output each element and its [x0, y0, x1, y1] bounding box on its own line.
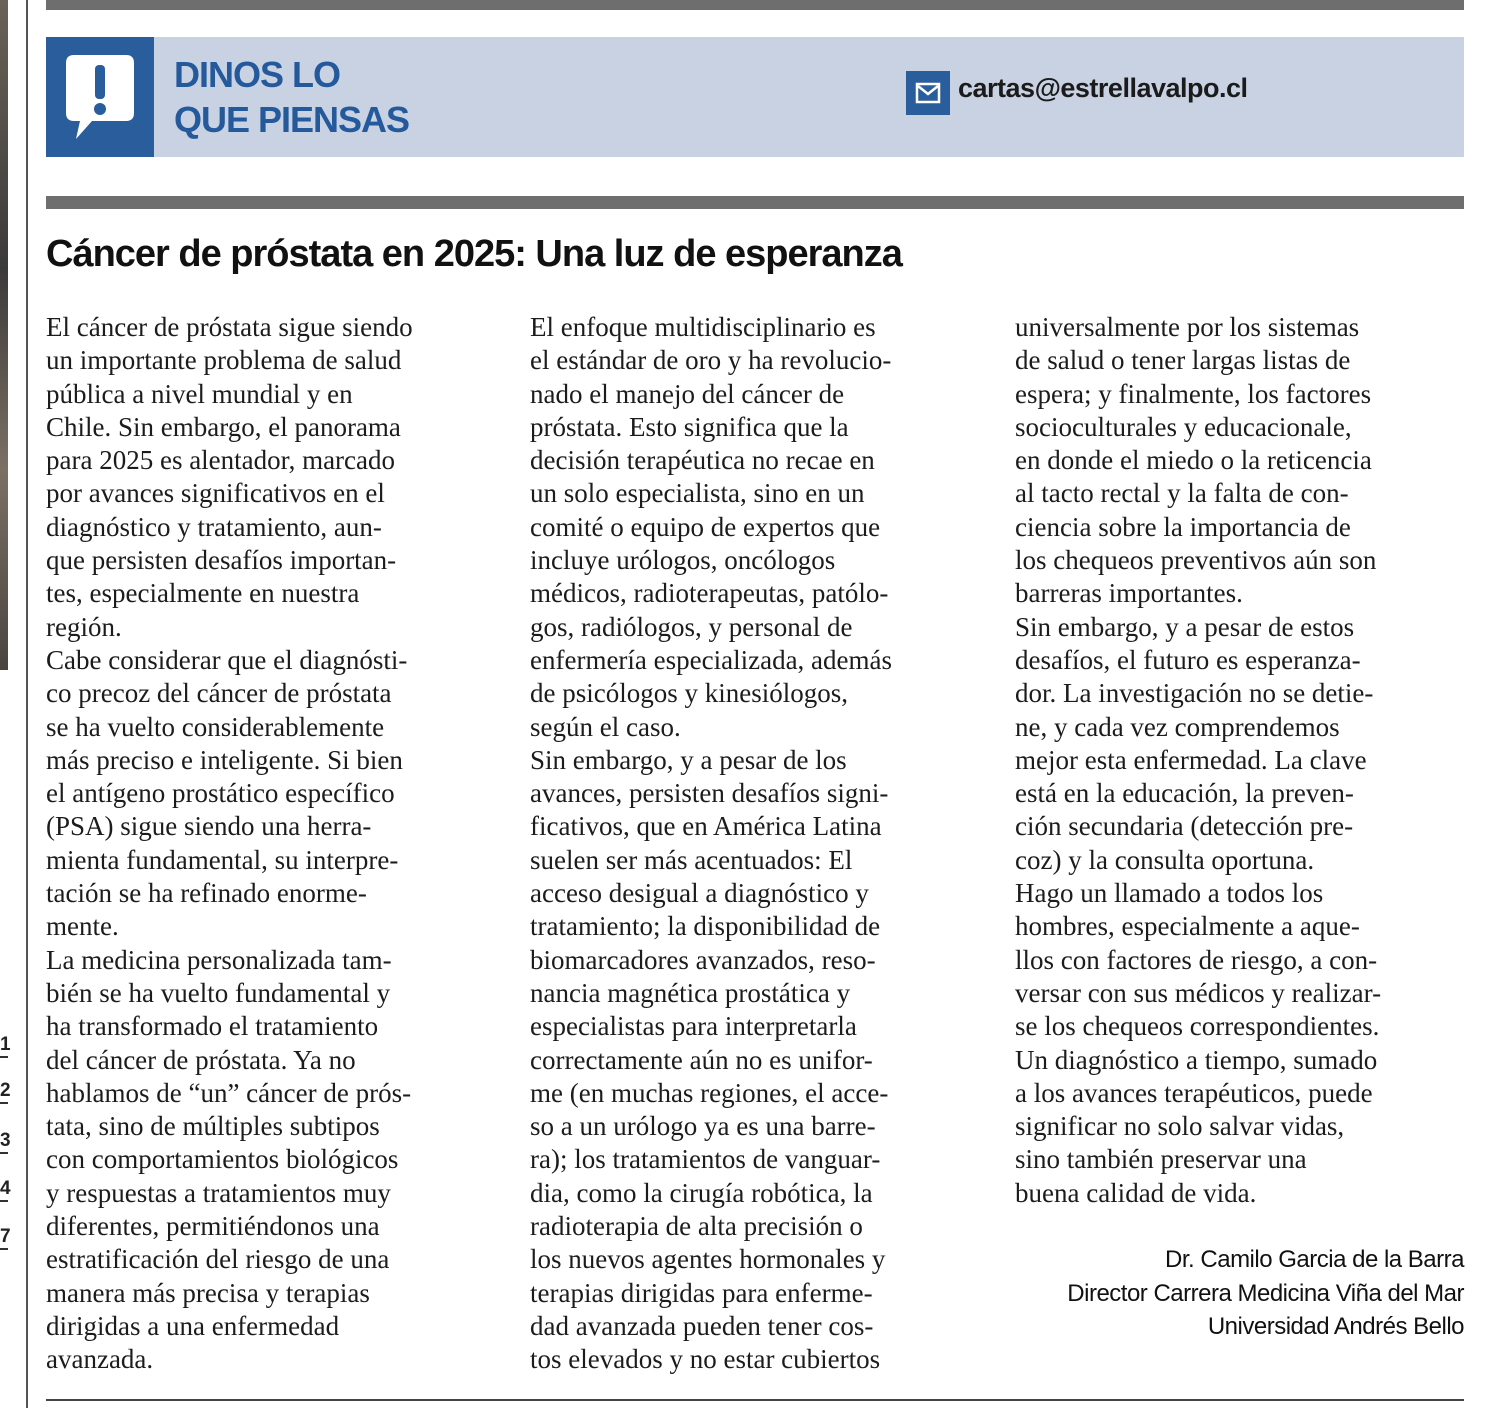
body-text-line: diagnóstico y tratamiento, aun- [46, 511, 382, 542]
body-text-line: Cabe considerar que el diagnósti- [46, 644, 408, 675]
body-text-line: Sin embargo, y a pesar de estos [1015, 611, 1355, 642]
body-text-line: los chequeos preventivos aún son [1015, 545, 1377, 576]
body-text-line: manera más precisa y terapias [46, 1277, 370, 1308]
body-text-line: se ha vuelto considerablemente [46, 711, 385, 742]
body-text-line: un solo especialista, sino en un [530, 478, 865, 509]
body-text-line: región. [46, 611, 122, 642]
body-text-line: ciencia sobre la importancia de [1015, 511, 1351, 542]
body-text-line: mienta fundamental, su interpre- [46, 844, 399, 875]
body-text-line: socioculturales y educacionale, [1015, 411, 1352, 442]
author-signature [1067, 1243, 1464, 1344]
body-text-line: buena calidad de vida. [1015, 1177, 1257, 1208]
body-text-line: dad avanzada pueden tener cos- [530, 1310, 874, 1341]
article-headline: Cáncer de próstata en 2025: Una luz de esperanza [46, 233, 902, 275]
article-column-3 [1015, 311, 1485, 1210]
body-text-line: el antígeno prostático específico [46, 778, 395, 809]
section-title-line: QUE PIENSAS [174, 99, 410, 140]
body-text-line: La medicina personalizada tam- [46, 944, 392, 975]
body-text-line: dia, como la cirugía robótica, la [530, 1177, 873, 1208]
section-title [174, 52, 409, 142]
body-text-line: para 2025 es alentador, marcado [46, 445, 396, 476]
body-text-line: so a un urólogo ya es una barre- [530, 1111, 876, 1142]
body-text-line: nancia magnética prostática y [530, 977, 851, 1008]
mail-icon [906, 71, 950, 115]
section-rule [46, 196, 1464, 209]
body-text-line: a los avances terapéuticos, puede [1015, 1077, 1373, 1108]
body-text-line: diferentes, permitiéndonos una [46, 1211, 380, 1242]
body-text-line: universalmente por los sistemas [1015, 312, 1360, 342]
body-text-line: enfermería especializada, además [530, 644, 893, 675]
body-text-line: ficativos, que en América Latina [530, 811, 882, 842]
adjacent-photo-edge [0, 0, 8, 670]
body-text-line: suelen ser más acentuados: El [530, 844, 853, 875]
body-text-line: Sin embargo, y a pesar de los [530, 744, 847, 775]
body-text-line: se los chequeos correspondientes. [1015, 1011, 1380, 1042]
body-text-line: gos, radiólogos, y personal de [530, 611, 853, 642]
author-name: Dr. Camilo Garcia de la Barra [1165, 1246, 1464, 1273]
body-text-line: más preciso e inteligente. Si bien [46, 744, 403, 775]
body-text-line: correctamente aún no es unifor- [530, 1044, 873, 1075]
body-text-line: comité o equipo de expertos que [530, 511, 881, 542]
body-text-line: próstata. Esto significa que la [530, 411, 849, 442]
article-column-2 [530, 311, 1000, 1377]
edge-number: 1 [0, 1034, 8, 1058]
body-text-line: está en la educación, la preven- [1015, 778, 1354, 809]
body-text-line: ha transformado el tratamiento [46, 1011, 379, 1042]
body-text-line: hablamos de “un” cáncer de prós- [46, 1077, 412, 1108]
contact-email[interactable]: cartas@estrellavalpo.cl [958, 73, 1248, 103]
body-text-line: médicos, radioterapeutas, patólo- [530, 578, 889, 609]
author-role: Director Carrera Medicina Viña del Mar [1067, 1279, 1464, 1307]
article-column-1 [46, 311, 516, 1377]
body-text-line: barreras importantes. [1015, 578, 1243, 609]
body-text-line: tes, especialmente en nuestra [46, 578, 360, 609]
body-text-line: el estándar de oro y ha revolucio- [530, 345, 892, 376]
body-text-line: coz) y la consulta oportuna. [1015, 844, 1315, 875]
body-text-line: hombres, especialmente a aque- [1015, 911, 1360, 942]
body-text-line: El cáncer de próstata sigue siendo [46, 312, 413, 342]
edge-number: 7 [0, 1226, 8, 1250]
body-text-line: del cáncer de próstata. Ya no [46, 1044, 356, 1075]
section-banner [46, 37, 1464, 157]
edge-number: 3 [0, 1130, 8, 1154]
body-text-line: llos con factores de riesgo, a con- [1015, 944, 1378, 975]
section-title-line: DINOS LO [174, 54, 341, 95]
top-rule [46, 0, 1464, 10]
body-text-line: avances, persisten desafíos signi- [530, 778, 889, 809]
bottom-rule [46, 1399, 1464, 1401]
body-text-line: bién se ha vuelto fundamental y [46, 977, 391, 1008]
body-text-line: tos elevados y no estar cubiertos [530, 1344, 881, 1375]
body-text-line: por avances significativos en el [46, 478, 385, 509]
body-text-line: dirigidas a una enfermedad [46, 1310, 340, 1341]
body-text-line: terapias dirigidas para enferme- [530, 1277, 873, 1308]
body-text-line: ra); los tratamientos de vanguar- [530, 1144, 881, 1175]
body-text-line: de salud o tener largas listas de [1015, 345, 1351, 376]
body-text-line: avanzada. [46, 1344, 154, 1375]
body-text-line: incluye urólogos, oncólogos [530, 545, 836, 576]
body-text-line: nado el manejo del cáncer de [530, 378, 845, 409]
body-text-line: que persisten desafíos importan- [46, 545, 397, 576]
body-text-line: espera; y finalmente, los factores [1015, 378, 1372, 409]
edge-number: 2 [0, 1080, 8, 1104]
body-text-line: especialistas para interpretarla [530, 1011, 857, 1042]
body-text-line: co precoz del cáncer de próstata [46, 678, 392, 709]
body-text-line: biomarcadores avanzados, reso- [530, 944, 876, 975]
body-text-line: mejor esta enfermedad. La clave [1015, 744, 1367, 775]
body-text-line: tata, sino de múltiples subtipos [46, 1111, 380, 1142]
body-text-line: significar no solo salvar vidas, [1015, 1111, 1345, 1142]
body-text-line: ne, y cada vez comprendemos [1015, 711, 1340, 742]
column-divider [26, 0, 28, 1408]
body-text-line: acceso desigual a diagnóstico y [530, 878, 869, 909]
body-text-line: y respuestas a tratamientos muy [46, 1177, 391, 1208]
speech-bubble-icon-box [46, 37, 154, 157]
edge-number: 4 [0, 1178, 8, 1202]
body-text-line: de psicólogos y kinesiólogos, [530, 678, 848, 709]
body-text-line: desafíos, el futuro es esperanza- [1015, 644, 1361, 675]
body-text-line: tación se ha refinado enorme- [46, 878, 367, 909]
body-text-line: sino también preservar una [1015, 1144, 1307, 1175]
body-text-line: los nuevos agentes hormonales y [530, 1244, 886, 1275]
body-text-line: ción secundaria (detección pre- [1015, 811, 1354, 842]
body-text-line: (PSA) sigue siendo una herra- [46, 811, 372, 842]
body-text-line: versar con sus médicos y realizar- [1015, 977, 1382, 1008]
body-text-line: decisión terapéutica no recae en [530, 445, 875, 476]
body-text-line: Chile. Sin embargo, el panorama [46, 411, 401, 442]
author-institution: Universidad Andrés Bello [1207, 1313, 1464, 1340]
exclamation-bubble-icon [62, 51, 138, 143]
body-text-line: al tacto rectal y la falta de con- [1015, 478, 1349, 509]
body-text-line: El enfoque multidisciplinario es [530, 312, 876, 342]
body-text-line: mente. [46, 911, 119, 942]
body-text-line: Hago un llamado a todos los [1015, 878, 1324, 909]
body-text-line: estratificación del riesgo de una [46, 1244, 390, 1275]
body-text-line: radioterapia de alta precisión o [530, 1211, 863, 1242]
body-text-line: en donde el miedo o la reticencia [1015, 445, 1372, 476]
body-text-line: con comportamientos biológicos [46, 1144, 399, 1175]
body-text-line: tratamiento; la disponibilidad de [530, 911, 881, 942]
body-text-line: dor. La investigación no se detie- [1015, 678, 1374, 709]
body-text-line: Un diagnóstico a tiempo, sumado [1015, 1044, 1378, 1075]
body-text-line: un importante problema de salud [46, 345, 402, 376]
body-text-line: pública a nivel mundial y en [46, 378, 353, 409]
body-text-line: me (en muchas regiones, el acce- [530, 1077, 889, 1108]
body-text-line: según el caso. [530, 711, 681, 742]
